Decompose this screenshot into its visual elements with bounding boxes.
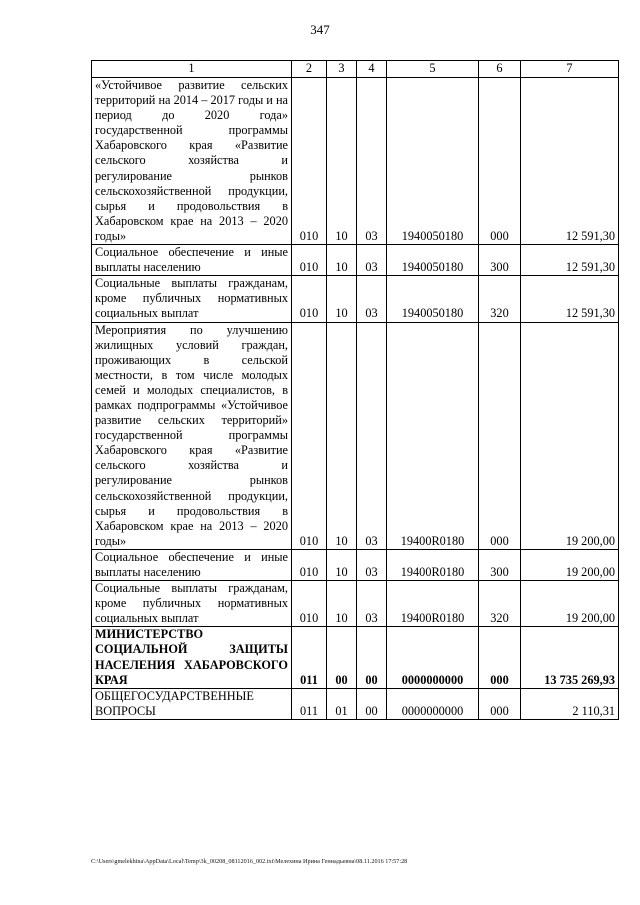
row-col-6: 000 <box>479 322 521 549</box>
footer-file-path: C:\Users\gmelekhina\AppData\Local\Temp\3k_00208_08112016_002.txt\Мелехина Ирина Геннадьевна\08.11.2016 17:57:28 <box>91 858 408 865</box>
row-name: Социальные выплаты гражданам, кроме публичных нормативных социальных выплат <box>92 581 292 627</box>
page-number: 347 <box>310 22 330 37</box>
row-col-5: 1940050180 <box>387 276 479 322</box>
row-col-4: 00 <box>357 688 387 719</box>
row-col-6: 300 <box>479 245 521 276</box>
header-col-5: 5 <box>387 61 479 78</box>
row-col-6: 000 <box>479 78 521 245</box>
row-col-6: 320 <box>479 276 521 322</box>
row-col-3: 10 <box>327 276 357 322</box>
row-col-5: 1940050180 <box>387 78 479 245</box>
row-name: Социальные выплаты гражданам, кроме публичных нормативных социальных выплат <box>92 276 292 322</box>
header-col-1: 1 <box>92 61 292 78</box>
table-row <box>92 276 619 322</box>
row-col-4: 03 <box>357 549 387 580</box>
table-row <box>92 78 619 245</box>
header-col-3: 3 <box>327 61 357 78</box>
row-col-5: 0000000000 <box>387 688 479 719</box>
row-col-2: 010 <box>292 276 327 322</box>
row-col-2: 011 <box>292 688 327 719</box>
table-row <box>92 581 619 627</box>
row-col-3: 10 <box>327 549 357 580</box>
row-col-2: 010 <box>292 581 327 627</box>
header-row <box>92 61 619 78</box>
header-col-7: 7 <box>521 61 619 78</box>
row-col-3: 10 <box>327 322 357 549</box>
row-col-6: 000 <box>479 688 521 719</box>
row-name: МИНИСТЕРСТВО СОЦИАЛЬНОЙ ЗАЩИТЫ НАСЕЛЕНИЯ ХАБАРОВСКОГО КРАЯ <box>92 627 292 688</box>
row-col-3: 10 <box>327 78 357 245</box>
row-amount: 19 200,00 <box>521 581 619 627</box>
row-col-6: 320 <box>479 581 521 627</box>
row-col-5: 0000000000 <box>387 627 479 688</box>
row-col-4: 03 <box>357 78 387 245</box>
row-amount: 12 591,30 <box>521 245 619 276</box>
table-row <box>92 549 619 580</box>
row-col-5: 19400R0180 <box>387 581 479 627</box>
row-col-2: 010 <box>292 78 327 245</box>
row-col-3: 00 <box>327 627 357 688</box>
row-col-2: 010 <box>292 549 327 580</box>
row-name: Мероприятия по улучшению жилищных условий граждан, проживающих в сельской местности, в том числе молодых семей и молодых специалистов, в рамках подпрограммы «Устойчивое развитие сельских территорий» государственной программы Хабаровского края «Развитие сельского хозяйства и регулирование рынков сельскохозяйственной продукции, сырья и продовольствия в Хабаровском крае на 2013 – 2020 годы» <box>92 322 292 549</box>
header-col-4: 4 <box>357 61 387 78</box>
row-col-5: 19400R0180 <box>387 322 479 549</box>
row-col-4: 03 <box>357 276 387 322</box>
table-row <box>92 627 619 688</box>
row-amount: 2 110,31 <box>521 688 619 719</box>
row-col-4: 00 <box>357 627 387 688</box>
row-col-3: 10 <box>327 581 357 627</box>
table-row <box>92 322 619 549</box>
row-col-2: 010 <box>292 322 327 549</box>
row-amount: 12 591,30 <box>521 276 619 322</box>
row-col-4: 03 <box>357 245 387 276</box>
row-col-4: 03 <box>357 322 387 549</box>
table-row <box>92 245 619 276</box>
row-amount: 12 591,30 <box>521 78 619 245</box>
row-amount: 19 200,00 <box>521 322 619 549</box>
row-col-4: 03 <box>357 581 387 627</box>
row-col-5: 19400R0180 <box>387 549 479 580</box>
row-col-6: 000 <box>479 627 521 688</box>
row-name: Социальное обеспечение и иные выплаты населению <box>92 245 292 276</box>
table-row <box>92 688 619 719</box>
row-name: ОБЩЕГОСУДАРСТВЕННЫЕ ВОПРОСЫ <box>92 688 292 719</box>
header-col-2: 2 <box>292 61 327 78</box>
budget-table <box>91 60 619 720</box>
row-col-3: 10 <box>327 245 357 276</box>
row-col-3: 01 <box>327 688 357 719</box>
row-name: «Устойчивое развитие сельских территорий на 2014 – 2017 годы и на период до 2020 года» государственной программы Хабаровского края «Развитие сельского хозяйства и регулирование рынков сельскохозяйственной продукции, сырья и продовольствия в Хабаровском крае на 2013 – 2020 годы» <box>92 78 292 245</box>
row-amount: 13 735 269,93 <box>521 627 619 688</box>
row-col-2: 011 <box>292 627 327 688</box>
row-name: Социальное обеспечение и иные выплаты населению <box>92 549 292 580</box>
header-col-6: 6 <box>479 61 521 78</box>
row-col-5: 1940050180 <box>387 245 479 276</box>
row-col-6: 300 <box>479 549 521 580</box>
row-col-2: 010 <box>292 245 327 276</box>
row-amount: 19 200,00 <box>521 549 619 580</box>
